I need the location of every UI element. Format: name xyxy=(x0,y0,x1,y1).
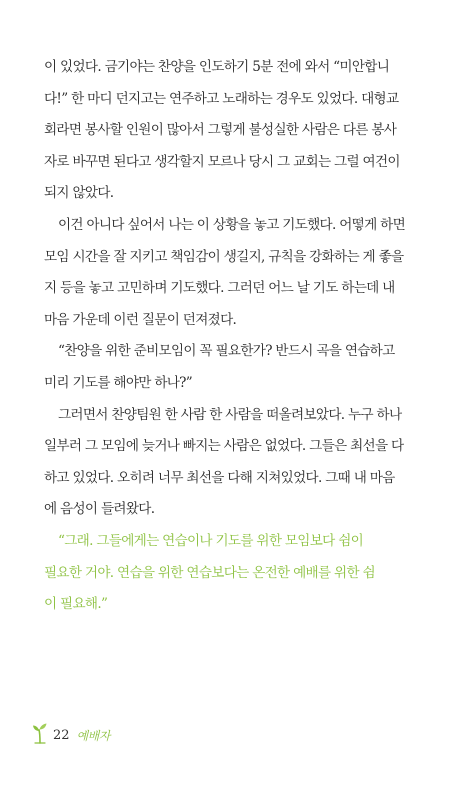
page-footer xyxy=(32,714,110,744)
text-line: “그래. 그들에게는 연습이나 기도를 위한 모임보다 쉼이 xyxy=(58,532,364,549)
text-line: 마음 가운데 이런 질문이 던져졌다. xyxy=(44,311,237,328)
text-line: 자로 바꾸면 된다고 생각할지 모르나 당시 그 교회는 그럴 여건이 xyxy=(44,153,400,170)
text-line: “찬양을 위한 준비모임이 꼭 필요한가? 반드시 곡을 연습하고 xyxy=(58,343,395,360)
paragraph xyxy=(44,52,432,210)
sprout-icon xyxy=(32,722,48,744)
text-line: 일부러 그 모임에 늦거나 빠지는 사람은 없었다. 그들은 최선을 다 xyxy=(44,438,404,455)
page-number: 22 xyxy=(53,728,70,743)
text-line: 지 등을 놓고 고민하며 기도했다. 그러던 어느 날 기도 하는데 내 xyxy=(44,280,395,297)
text-line: 이 필요해.” xyxy=(44,596,108,613)
text-line: 회라면 봉사할 인원이 많아서 그렇게 불성실한 사람은 다른 봉사 xyxy=(44,122,397,139)
quote-paragraph xyxy=(44,336,432,399)
text-line: 에 음성이 들려왔다. xyxy=(44,501,155,518)
text-line: 미리 기도를 해야만 하나?” xyxy=(44,374,193,391)
text-line: 다!” 한 마디 던지고는 연주하고 노래하는 경우도 있었다. 대형교 xyxy=(44,90,399,107)
text-line: 이 있었다. 금기야는 찬양을 인도하기 5분 전에 와서 “미안합니 xyxy=(44,59,390,75)
text-line: 이건 아니다 싶어서 나는 이 상황을 놓고 기도했다. 어떻게 하면 xyxy=(58,216,405,233)
text-line: 하고 있었다. 오히려 너무 최선을 다해 지쳐있었다. 그때 내 마음 xyxy=(44,469,395,486)
paragraph xyxy=(44,210,432,336)
text-line: 필요한 거야. 연습을 위한 연습보다는 온전한 예배를 위한 쉼 xyxy=(44,564,375,581)
text-line: 그러면서 찬양팀원 한 사람 한 사람을 떠올려보았다. 누구 하나 xyxy=(58,406,402,423)
book-title: 예배자 xyxy=(76,729,110,743)
paragraph xyxy=(44,400,432,526)
text-line: 모임 시간을 잘 지키고 책임감이 생길지, 규칙을 강화하는 게 좋을 xyxy=(44,248,404,265)
body-text xyxy=(44,52,432,621)
text-line: 되지 않았다. xyxy=(44,185,114,202)
highlighted-quote xyxy=(44,526,432,621)
